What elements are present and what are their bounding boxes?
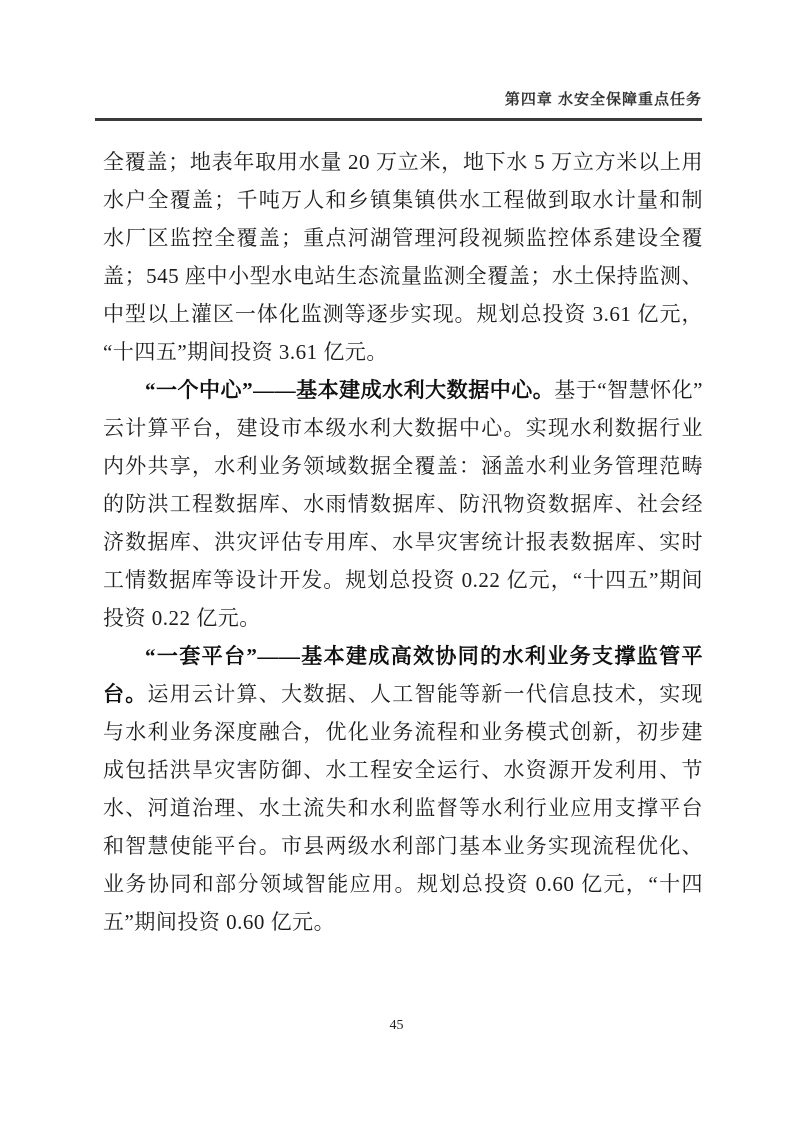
paragraph-text: 运用云计算、大数据、人工智能等新一代信息技术，实现与水利业务深度融合，优化业务流程和业务模式创新，初步建成包括洪旱灾害防御、水工程安全运行、水资源开发利用、节水、河道治理、水土流失和水利监督等水利行业应用支撑平台和智慧使能平台。市县两级水利部门基本业务实现流程优化、业务协同和部分领域智能应用。规划总投资 0.60 亿元，“十四五”期间投资 0.60 亿元。: [103, 682, 703, 934]
paragraph-lead: “一套平台”——基本建成高效协同的水利业务支撑监管平台。: [103, 644, 703, 706]
paragraph-one-center: [103, 371, 703, 637]
page-number: 45: [389, 1018, 404, 1033]
paragraph-text: 基于“智慧怀化”云计算平台，建设市本级水利大数据中心。实现水利数据行业内外共享，水利业务领域数据全覆盖：涵盖水利业务管理范畴的防洪工程数据库、水雨情数据库、防汛物资数据库、社会经济数据库、洪灾评估专用库、水旱灾害统计报表数据库、实时工情数据库等设计开发。规划总投资 0.22 亿元，“十四五”期间投资 0.22 亿元。: [103, 378, 703, 630]
document-body: [103, 143, 703, 941]
header-rule: [95, 118, 702, 121]
paragraph-one-platform: [103, 637, 703, 941]
paragraph-text: 全覆盖；地表年取用水量 20 万立米，地下水 5 万立方米以上用水户全覆盖；千吨万人和乡镇集镇供水工程做到取水计量和制水厂区监控全覆盖；重点河湖管理河段视频监控体系建设全覆盖；545 座中小型水电站生态流量监测全覆盖；水土保持监测、中型以上灌区一体化监测等逐步实现。规划总投资 3.61 亿元，“十四五”期间投资 3.61 亿元。: [103, 150, 703, 364]
paragraph-continuation: [103, 143, 703, 371]
paragraph-lead: “一个中心”——基本建成水利大数据中心。: [145, 378, 555, 402]
page-header: [95, 88, 702, 109]
chapter-title: 第四章 水安全保障重点任务: [504, 91, 702, 108]
